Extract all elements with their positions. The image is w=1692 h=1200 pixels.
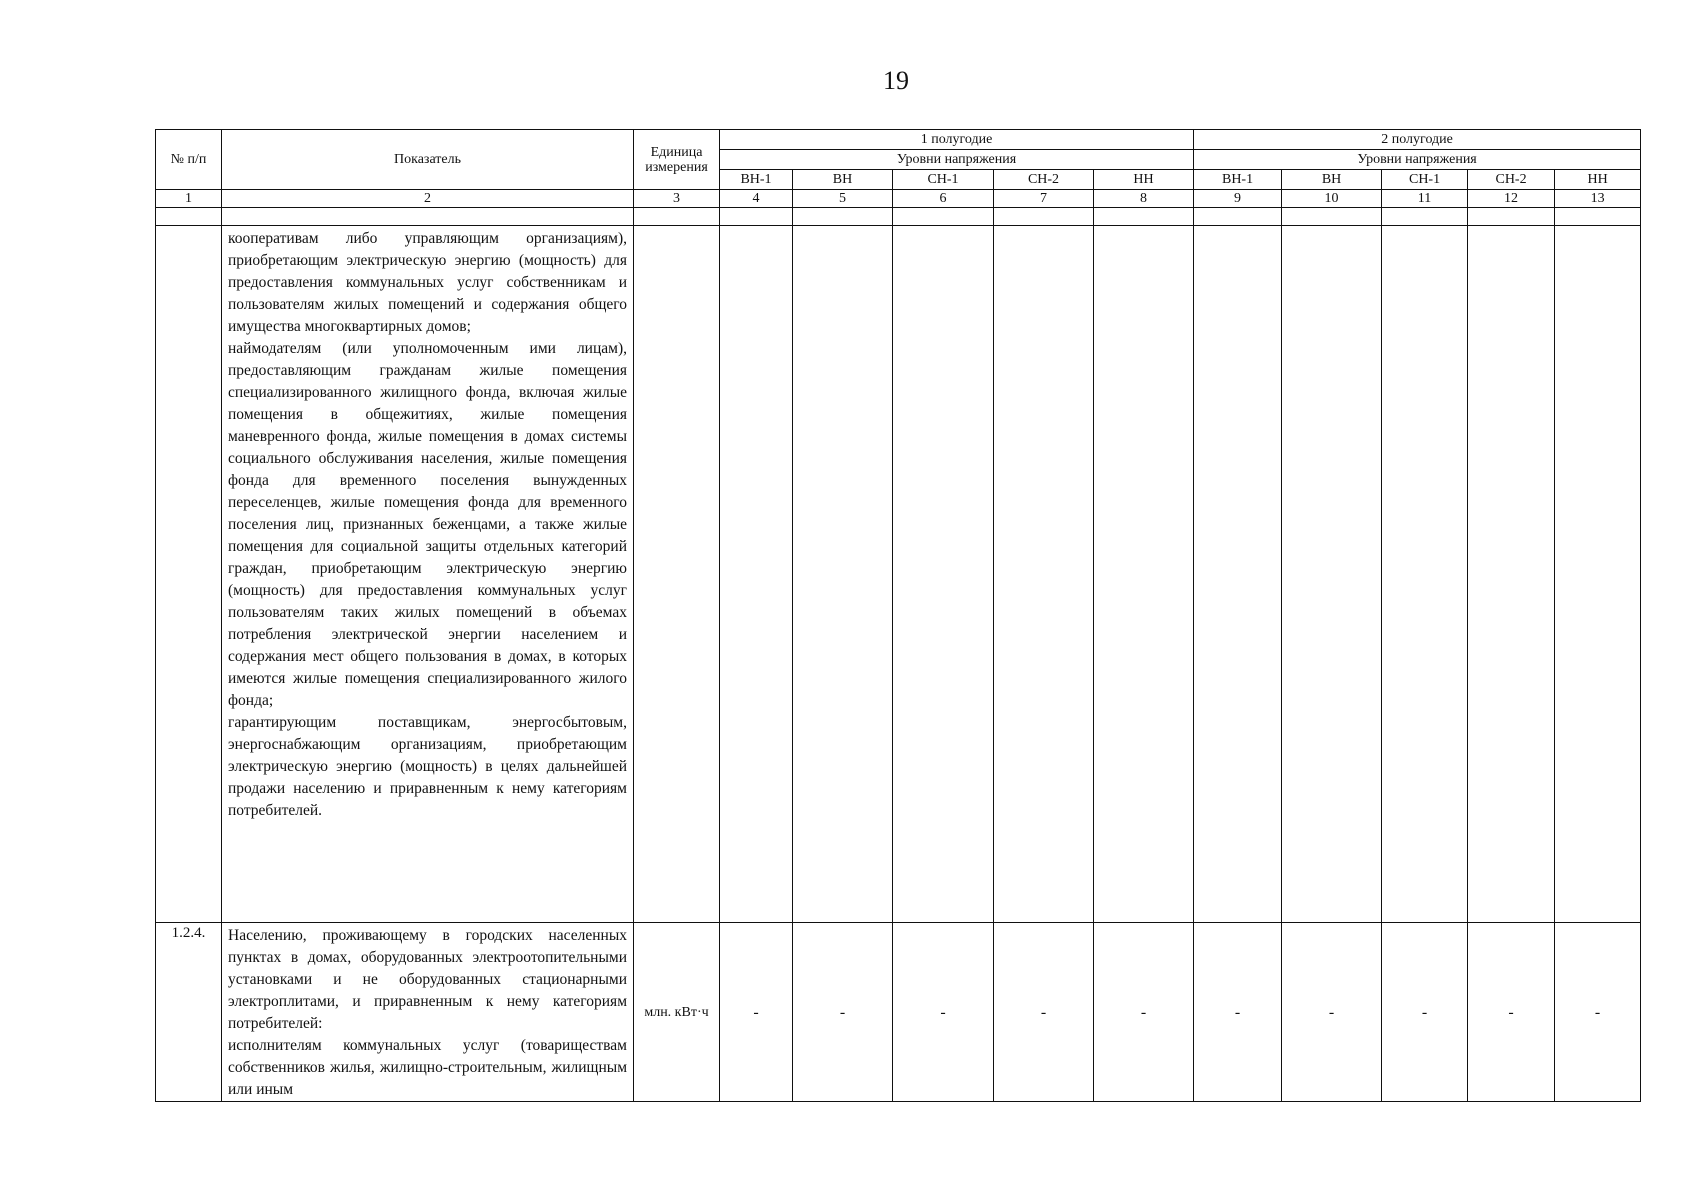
table-row bbox=[156, 923, 1641, 1102]
row-number: 1.2.4. bbox=[156, 923, 222, 1102]
header-voltage-levels-2: Уровни напряжения bbox=[1194, 150, 1641, 170]
level-header: ВН-1 bbox=[720, 170, 793, 190]
row-number bbox=[156, 226, 222, 923]
value-cell: - bbox=[1468, 923, 1555, 1102]
description-paragraph: кооперативам либо управляющим организациям), приобретающим электрическую энергию (мощность) для предоставления коммунальных услуг собственникам и пользователям жилых помещений и содержания общего имущества многоквартирных домов; bbox=[228, 230, 627, 335]
column-number: 1 bbox=[156, 190, 222, 208]
header-voltage-levels-1: Уровни напряжения bbox=[720, 150, 1194, 170]
header-half2: 2 полугодие bbox=[1194, 130, 1641, 150]
value-cell: - bbox=[994, 923, 1094, 1102]
column-number: 13 bbox=[1555, 190, 1641, 208]
value-cell bbox=[1094, 226, 1194, 923]
value-cell: - bbox=[793, 923, 893, 1102]
value-cell: - bbox=[893, 923, 994, 1102]
header-indicator: Показатель bbox=[222, 130, 634, 190]
level-header: ВН-1 bbox=[1194, 170, 1282, 190]
table-row bbox=[156, 226, 1641, 923]
description-paragraph: гарантирующим поставщикам, энергосбытовым, энергоснабжающим организациям, приобретающим электрическую энергию (мощность) в целях дальнейшей продажи населению и приравненным к нему категориям потребителей. bbox=[228, 714, 627, 819]
header-num: № п/п bbox=[156, 130, 222, 190]
column-number: 12 bbox=[1468, 190, 1555, 208]
value-cell: - bbox=[720, 923, 793, 1102]
column-number: 11 bbox=[1382, 190, 1468, 208]
page-number: 19 bbox=[883, 66, 909, 95]
description-paragraph: наймодателям (или уполномоченным ими лицам), предоставляющим гражданам жилые помещения специализированного жилищного фонда, включая жилые помещения в общежитиях, жилые помещения маневренного фонда, жилые помещения в домах системы социального обслуживания населения, жилые помещения фонда для временного поселения вынужденных переселенцев, жилые помещения фонда для временного поселения лиц, признанных беженцами, а также жилые помещения для социальной защиты отдельных категорий граждан, приобретающим электрическую энергию (мощность) для предоставления коммунальных услуг пользователям таких жилых помещений в объемах потребления электрической энергии населением и содержания мест общего пользования в домах, в которых имеются жилые помещения специализированного жилого фонда; bbox=[228, 340, 627, 709]
column-number: 2 bbox=[222, 190, 634, 208]
column-number-row bbox=[156, 190, 1641, 208]
value-cell: - bbox=[1282, 923, 1382, 1102]
column-number: 7 bbox=[994, 190, 1094, 208]
column-number: 8 bbox=[1094, 190, 1194, 208]
column-number: 9 bbox=[1194, 190, 1282, 208]
value-cell bbox=[893, 226, 994, 923]
value-cell bbox=[1282, 226, 1382, 923]
value-cell bbox=[793, 226, 893, 923]
column-number: 4 bbox=[720, 190, 793, 208]
row-description bbox=[222, 226, 634, 923]
value-cell: - bbox=[1555, 923, 1641, 1102]
level-header: СН-1 bbox=[1382, 170, 1468, 190]
row-description bbox=[222, 923, 634, 1102]
value-cell bbox=[1468, 226, 1555, 923]
column-number: 6 bbox=[893, 190, 994, 208]
row-unit: млн. кВт·ч bbox=[634, 923, 720, 1102]
value-cell bbox=[720, 226, 793, 923]
tariff-table bbox=[155, 129, 1641, 1102]
header-unit: Единица измерения bbox=[634, 130, 720, 190]
level-header: СН-2 bbox=[1468, 170, 1555, 190]
value-cell bbox=[994, 226, 1094, 923]
value-cell bbox=[1555, 226, 1641, 923]
value-cell: - bbox=[1194, 923, 1282, 1102]
value-cell bbox=[1382, 226, 1468, 923]
row-unit bbox=[634, 226, 720, 923]
spacer-row bbox=[156, 208, 1641, 226]
column-number: 3 bbox=[634, 190, 720, 208]
value-cell: - bbox=[1094, 923, 1194, 1102]
level-header: ВН bbox=[1282, 170, 1382, 190]
level-header: НН bbox=[1094, 170, 1194, 190]
level-header: ВН bbox=[793, 170, 893, 190]
description-paragraph: Населению, проживающему в городских населенных пунктах в домах, оборудованных электроотопительными установками и не оборудованных стационарными электроплитами, и приравненным к нему категориям потребителей: bbox=[228, 927, 627, 1032]
level-header: НН bbox=[1555, 170, 1641, 190]
column-number: 10 bbox=[1282, 190, 1382, 208]
level-header: СН-2 bbox=[994, 170, 1094, 190]
description-paragraph: исполнителям коммунальных услуг (товариществам собственников жилья, жилищно-строительным, жилищным или иным bbox=[228, 1037, 627, 1098]
header-half1: 1 полугодие bbox=[720, 130, 1194, 150]
level-header: СН-1 bbox=[893, 170, 994, 190]
column-number: 5 bbox=[793, 190, 893, 208]
header-row-1 bbox=[156, 130, 1641, 150]
value-cell bbox=[1194, 226, 1282, 923]
value-cell: - bbox=[1382, 923, 1468, 1102]
